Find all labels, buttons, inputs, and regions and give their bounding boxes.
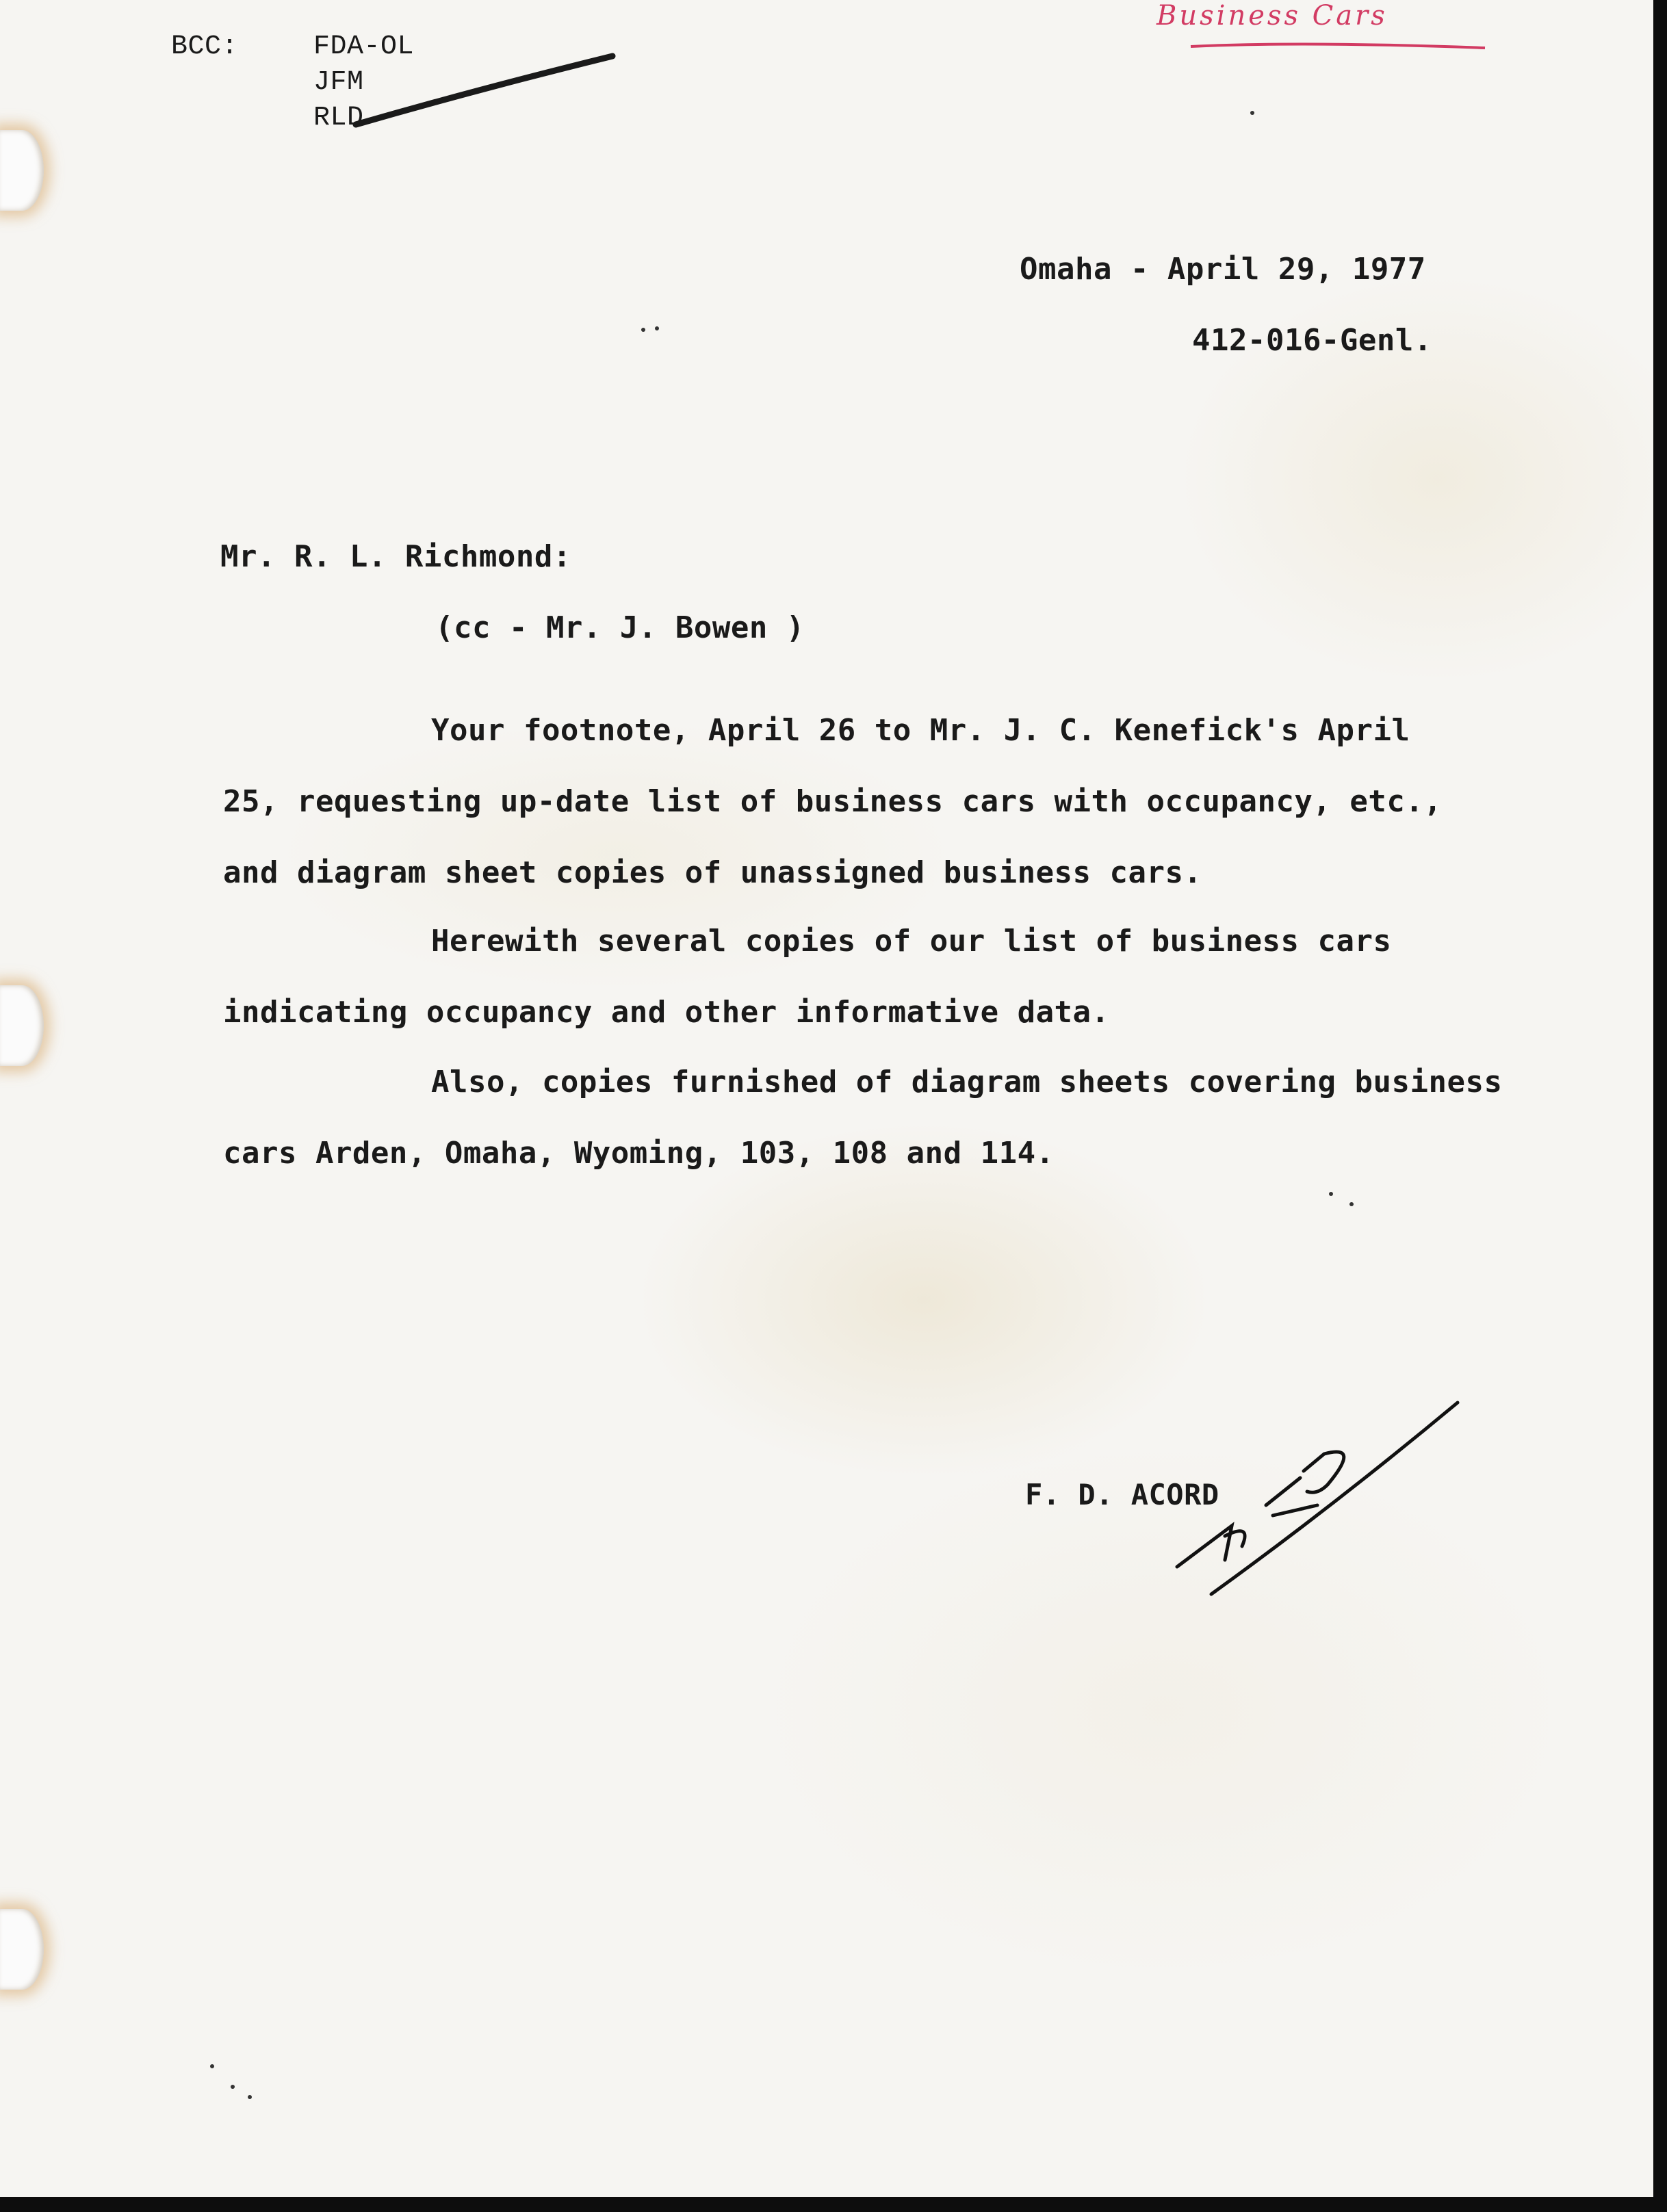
scan-edge <box>0 2197 1667 2212</box>
scan-edge <box>1653 0 1667 2212</box>
signature-name: F. D. ACORD <box>1025 1478 1219 1511</box>
cc-line: (cc - Mr. J. Bowen ) <box>435 610 805 645</box>
handwritten-annotation: Business Cars <box>1156 0 1388 31</box>
dateline: Omaha - April 29, 1977 <box>1020 252 1426 287</box>
file-reference: 412-016-Genl. <box>1192 323 1432 358</box>
strike-line <box>356 56 612 125</box>
specks <box>210 111 1354 2099</box>
bcc-label: BCC: <box>171 31 239 62</box>
annotation-underline <box>1191 44 1485 48</box>
paragraph-line: indicating occupancy and other informative data. <box>223 995 1110 1030</box>
bcc-recipient: FDA-OL <box>313 31 415 62</box>
paragraph-line: Your footnote, April 26 to Mr. J. C. Kenefick's April <box>431 713 1410 748</box>
paragraph-line: cars Arden, Omaha, Wyoming, 103, 108 and 114. <box>223 1136 1055 1171</box>
signature-initials-mark <box>1177 1403 1458 1594</box>
salutation: Mr. R. L. Richmond: <box>220 539 571 574</box>
bcc-recipient: RLD <box>313 103 364 133</box>
paragraph-line: Also, copies furnished of diagram sheets covering business <box>431 1065 1503 1100</box>
paragraph-line: Herewith several copies of our list of business cars <box>431 924 1392 959</box>
paragraph-line: and diagram sheet copies of unassigned business cars. <box>223 855 1202 890</box>
bcc-recipient: JFM <box>313 67 364 98</box>
paragraph-line: 25, requesting up-date list of business cars with occupancy, etc., <box>223 784 1443 819</box>
